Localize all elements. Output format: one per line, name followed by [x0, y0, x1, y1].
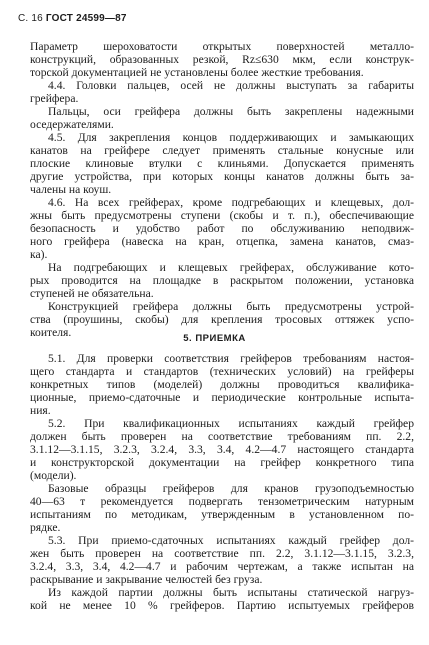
text-line: торской документацией не установлены более жесткие требования. [30, 66, 364, 79]
text-line: (модели). [30, 469, 77, 482]
text-line: Пальцы, оси грейфера должны быть закреплены надежными [48, 105, 414, 118]
text-line: конкретных типов (моделей) должны проводиться квалифика- [30, 378, 414, 391]
text-line: конструкций, образованных резкой, Rz≤630 мкм, если конструк- [30, 53, 414, 66]
text-line: 40—63 т рекомендуется подвергать тензометрическим натурным [30, 495, 414, 508]
text-line: Конструкцией грейфера должны быть предусмотрены устрой- [48, 300, 414, 313]
text-line: 3.2.4, 3.3, 3.4, 4.2—4.7 и рабочим чертежам, а также испытан на [30, 560, 414, 573]
section-title: 5. ПРИЕМКА [183, 333, 246, 344]
text-line: щего стандарта и стандартов (технических условий) на грейферы [30, 365, 414, 378]
text-line: ка). [30, 248, 48, 261]
text-line: другие устройства, при которых концы канатов должны быть за- [30, 170, 414, 183]
text-line: должен быть проверен на соответствие требованиям пп. 2.2, [30, 430, 414, 443]
text-line: Параметр шероховатости открытых поверхностей металло- [30, 40, 414, 53]
text-line: грейфера. [30, 92, 79, 105]
text-line: ционные, приемо-сдаточные и периодические контрольные испыта- [30, 391, 414, 404]
text-line: ступеней не обязательна. [30, 287, 154, 300]
text-line: ства (проушины, скобы) для крепления тросовых оттяжек успо- [30, 313, 414, 326]
page-number: С. 16 [18, 13, 43, 24]
text-line: и конструкторской документации на грейфер конкретного типа [30, 456, 414, 469]
text-line: 4.5. Для закрепления концов поддерживающих и замыкающих [48, 131, 414, 144]
text-line: Из каждой партии должны быть испытаны статической нагруз- [48, 586, 414, 599]
text-line: плоские клиновые втулки с клиньями. Допускается применять [30, 157, 414, 170]
text-line: ния. [30, 404, 51, 417]
text-line: 5.2. При квалификационных испытаниях каждый грейфер [48, 417, 414, 430]
text-line: 4.6. На всех грейферах, кроме подгребающих и клещевых, дол- [48, 196, 414, 209]
text-line: 4.4. Головки пальцев, осей не должны выступать за габариты [48, 79, 414, 92]
text-line: чалены на коуш. [30, 183, 112, 196]
text-line: рядке. [30, 521, 61, 534]
standard-number: ГОСТ 24599—87 [45, 13, 127, 24]
text-line: 5.1. Для проверки соответствия грейферов требованиям настоя- [48, 352, 414, 365]
page-header [18, 13, 127, 24]
text-line: рых проводится на площадке в раскрытом положении, установка [30, 274, 414, 287]
text-line: коителя. [30, 326, 72, 339]
text-line: жны быть предусмотрены ступени (скобы и т. п.), обеспечивающие [30, 209, 414, 222]
text-line: жен быть проверен на соответствие пп. 2.2, 3.1.12—3.1.15, 3.2.3, [30, 547, 414, 560]
text-line: 3.1.12—3.1.15, 3.2.3, 3.2.4, 3.3, 3.4, 4.2—4.7 настоящего стандарта [30, 443, 414, 456]
text-line: раскрывание и закрывание челюстей без груза. [30, 573, 263, 586]
text-line: ного грейфера (навеска на кран, отцепка, замена канатов, смаз- [30, 235, 414, 248]
text-line: канатов на грейфере следует применять стальные конусные или [30, 144, 414, 157]
text-line: кой не менее 10 % грейферов. Партию испытуемых грейферов [30, 599, 414, 612]
text-line: оседержателями. [30, 118, 114, 131]
text-line: испытаниям по методикам, утвержденным в установленном по- [30, 508, 414, 521]
text-line: безопасность и удобство работ по обслуживанию неподвиж- [30, 222, 414, 235]
text-line: Базовые образцы грейферов для кранов грузоподъемностью [48, 482, 414, 495]
text-line: На подгребающих и клещевых грейферах, обслуживание кото- [48, 261, 414, 274]
text-line: 5.3. При приемо-сдаточных испытаниях каждый грейфер дол- [48, 534, 414, 547]
